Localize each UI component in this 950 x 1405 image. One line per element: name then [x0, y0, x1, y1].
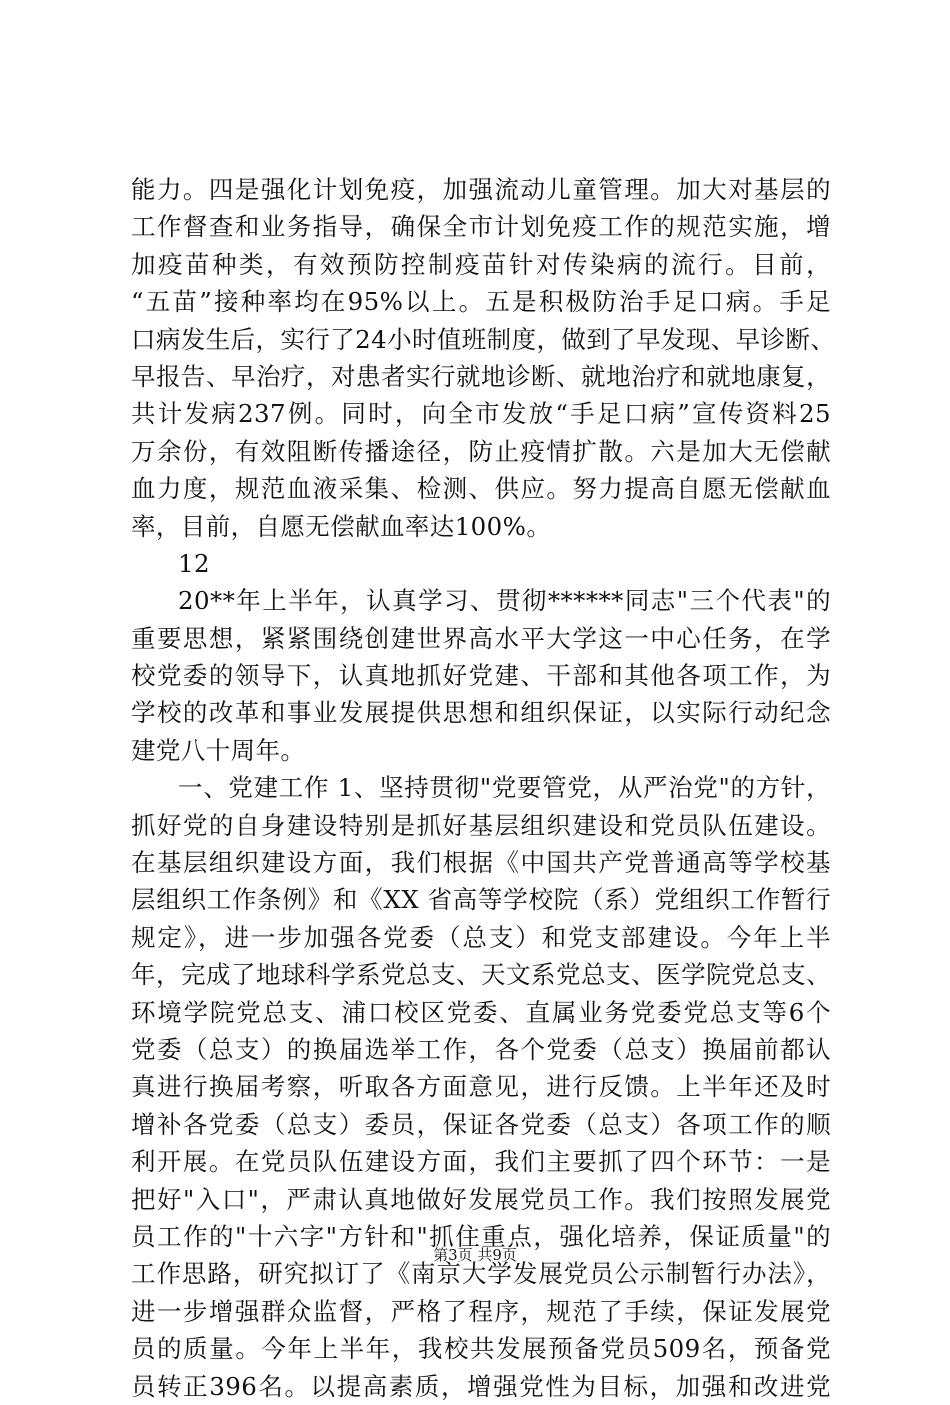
text-line: “五苗”接种率均在95%以上。五是积极防治手足口病。手足 [131, 287, 831, 317]
text-line: 校党委的领导下，认真地抓好党建、干部和其他各项工作，为 [131, 661, 831, 691]
text-line: 率，目前，自愿无偿献血率达100%。 [131, 511, 552, 541]
text-line: 抓好党的自身建设特别是抓好基层组织建设和党员队伍建设。 [131, 810, 831, 840]
text-line: 万余份，有效阻断传播途径，防止疫情扩散。六是加大无偿献 [131, 436, 831, 466]
text-line: 增补各党委（总支）委员，保证各党委（总支）各项工作的顺 [131, 1109, 831, 1139]
text-line: 加疫苗种类，有效预防控制疫苗针对传染病的流行。目前， [131, 249, 831, 279]
text-line: 早报告、早治疗，对患者实行就地诊断、就地治疗和就地康复， [131, 361, 831, 391]
text-line: 利开展。在党员队伍建设方面，我们主要抓了四个环节：一是 [131, 1147, 831, 1177]
text-line: 员转正396名。以提高素质，增强党性为目标，加强和改进党 [131, 1371, 831, 1401]
text-line: 一、党建工作 1、坚持贯彻"党要管党，从严治党"的方针， [178, 773, 831, 803]
text-line: 共计发病237例。同时，向全市发放“手足口病”宣传资料25 [131, 399, 831, 429]
text-line: 在基层组织建设方面，我们根据《中国共产党普通高等学校基 [131, 848, 831, 878]
text-line: 层组织工作条例》和《XX 省高等学校院（系）党组织工作暂行 [131, 885, 831, 915]
text-line: 工作思路，研究拟订了《南京大学发展党员公示制暂行办法》， [131, 1259, 831, 1289]
text-line: 员工作的"十六字"方针和"抓住重点，强化培养，保证质量"的 [131, 1221, 831, 1251]
text-line: 能力。四是强化计划免疫，加强流动儿童管理。加大对基层的 [131, 175, 831, 204]
page-footer: 第3页 共9页 [433, 1246, 517, 1264]
text-line: 口病发生后，实行了24小时值班制度，做到了早发现、早诊断、 [131, 324, 836, 354]
text-line: 员的质量。今年上半年，我校共发展预备党员509名，预备党 [131, 1334, 831, 1364]
text-line: 年，完成了地球科学系党总支、天文系党总支、医学院党总支、 [131, 960, 831, 990]
text-line: 真进行换届考察，听取各方面意见，进行反馈。上半年还及时 [131, 1072, 831, 1102]
text-line: 20**年上半年，认真学习、贯彻******同志"三个代表"的 [178, 586, 831, 616]
text-line: 环境学院党总支、浦口校区党委、直属业务党委党总支等6个 [131, 997, 831, 1027]
body-text [131, 171, 836, 1405]
text-line: 学校的改革和事业发展提供思想和组织保证，以实际行动纪念 [131, 698, 831, 728]
text-line: 重要思想，紧紧围绕创建世界高水平大学这一中心任务，在学 [131, 623, 831, 653]
text-line: 党委（总支）的换届选举工作，各个党委（总支）换届前都认 [131, 1034, 831, 1064]
text-line: 建党八十周年。 [131, 735, 306, 765]
text-line: 进一步增强群众监督，严格了程序，规范了手续，保证发展党 [131, 1296, 831, 1326]
text-line: 12 [178, 548, 210, 578]
text-line: 规定》，进一步加强各党委（总支）和党支部建设。今年上半 [131, 922, 831, 952]
text-line: 血力度，规范血液采集、检测、供应。努力提高自愿无偿献血 [131, 474, 831, 504]
text-line: 工作督查和业务指导，确保全市计划免疫工作的规范实施，增 [131, 212, 831, 242]
text-line: 把好"入口"，严肃认真地做好发展党员工作。我们按照发展党 [131, 1184, 831, 1214]
